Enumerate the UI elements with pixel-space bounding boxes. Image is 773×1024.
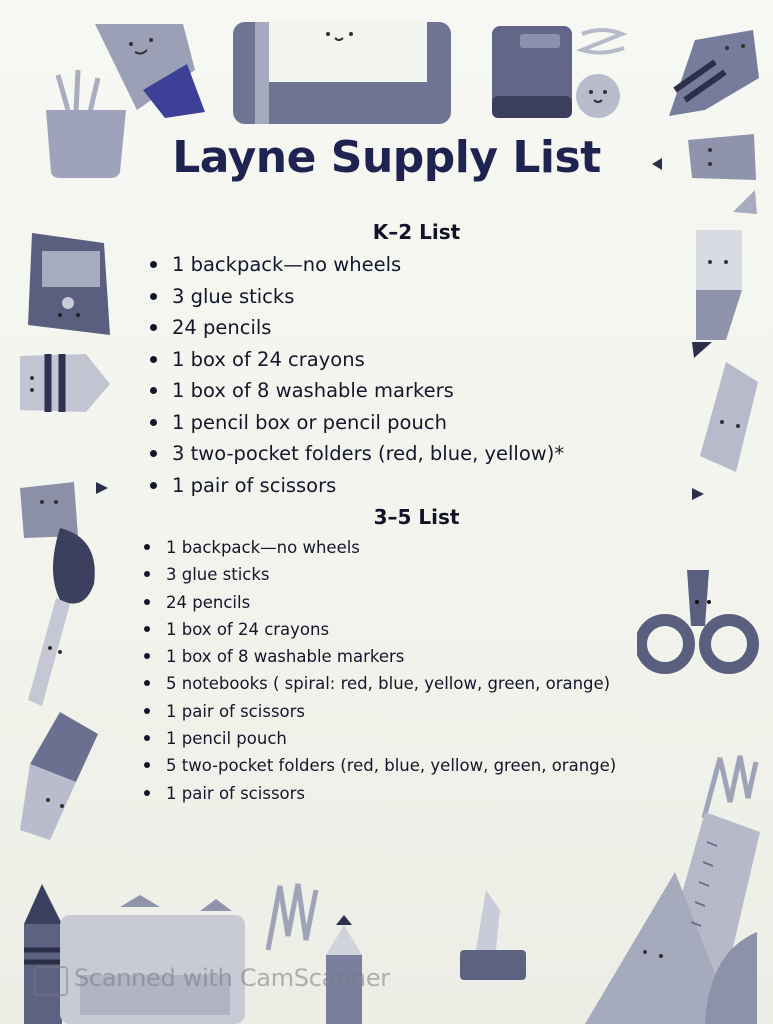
scissors-icon (637, 566, 759, 681)
list-item: 3 two-pocket folders (red, blue, yellow)* (150, 438, 564, 470)
squiggle-icon (262, 880, 322, 960)
crayon-tip-icon (733, 190, 758, 216)
grade-3-5-supply-list (144, 534, 616, 807)
watermark-text: Scanned with CamScanner (74, 964, 390, 992)
crayon-icon (665, 30, 760, 120)
list-item: 1 pair of scissors (144, 780, 616, 807)
triangle-mark-icon (692, 488, 704, 502)
list-item: 5 notebooks ( spiral: red, blue, yellow, green, orange) (144, 670, 616, 697)
list-item: 24 pencils (144, 589, 616, 616)
list-item: 1 backpack—no wheels (150, 249, 564, 281)
pencil-icon (686, 230, 751, 360)
triangle-mark-icon (96, 482, 108, 496)
list-item: 3 glue sticks (150, 281, 564, 313)
list-item: 1 box of 24 crayons (144, 616, 616, 643)
paint-tube-icon (456, 890, 531, 982)
list-item: 1 box of 24 crayons (150, 344, 564, 376)
k2-supply-list (150, 249, 564, 501)
eraser-icon (490, 26, 575, 126)
section-heading-3-5: 3–5 List (373, 505, 460, 529)
smiley-ball-icon (572, 26, 642, 121)
paintbrush-icon (20, 528, 105, 708)
list-item: 1 backpack—no wheels (144, 534, 616, 561)
list-item: 1 box of 8 washable markers (150, 375, 564, 407)
list-item: 1 pair of scissors (150, 470, 564, 502)
list-item: 1 pair of scissors (144, 698, 616, 725)
list-item: 1 pencil pouch (144, 725, 616, 752)
list-item: 24 pencils (150, 312, 564, 344)
list-item: 5 two-pocket folders (red, blue, yellow, green, orange) (144, 752, 616, 779)
glue-stick-icon (696, 362, 760, 474)
highlighter-icon (95, 20, 215, 120)
list-item: 1 pencil box or pencil pouch (150, 407, 564, 439)
glue-stick-icon (20, 712, 100, 840)
section-heading-k2: K–2 List (372, 220, 461, 244)
crayon-box-icon (60, 895, 245, 1024)
page-title: Layne Supply List (172, 132, 601, 183)
list-item: 1 box of 8 washable markers (144, 643, 616, 670)
list-item: 3 glue sticks (144, 561, 616, 588)
crayon-small-icon (20, 352, 110, 414)
ruler-protractor-icon (585, 812, 760, 1024)
clipboard-icon (233, 22, 453, 127)
